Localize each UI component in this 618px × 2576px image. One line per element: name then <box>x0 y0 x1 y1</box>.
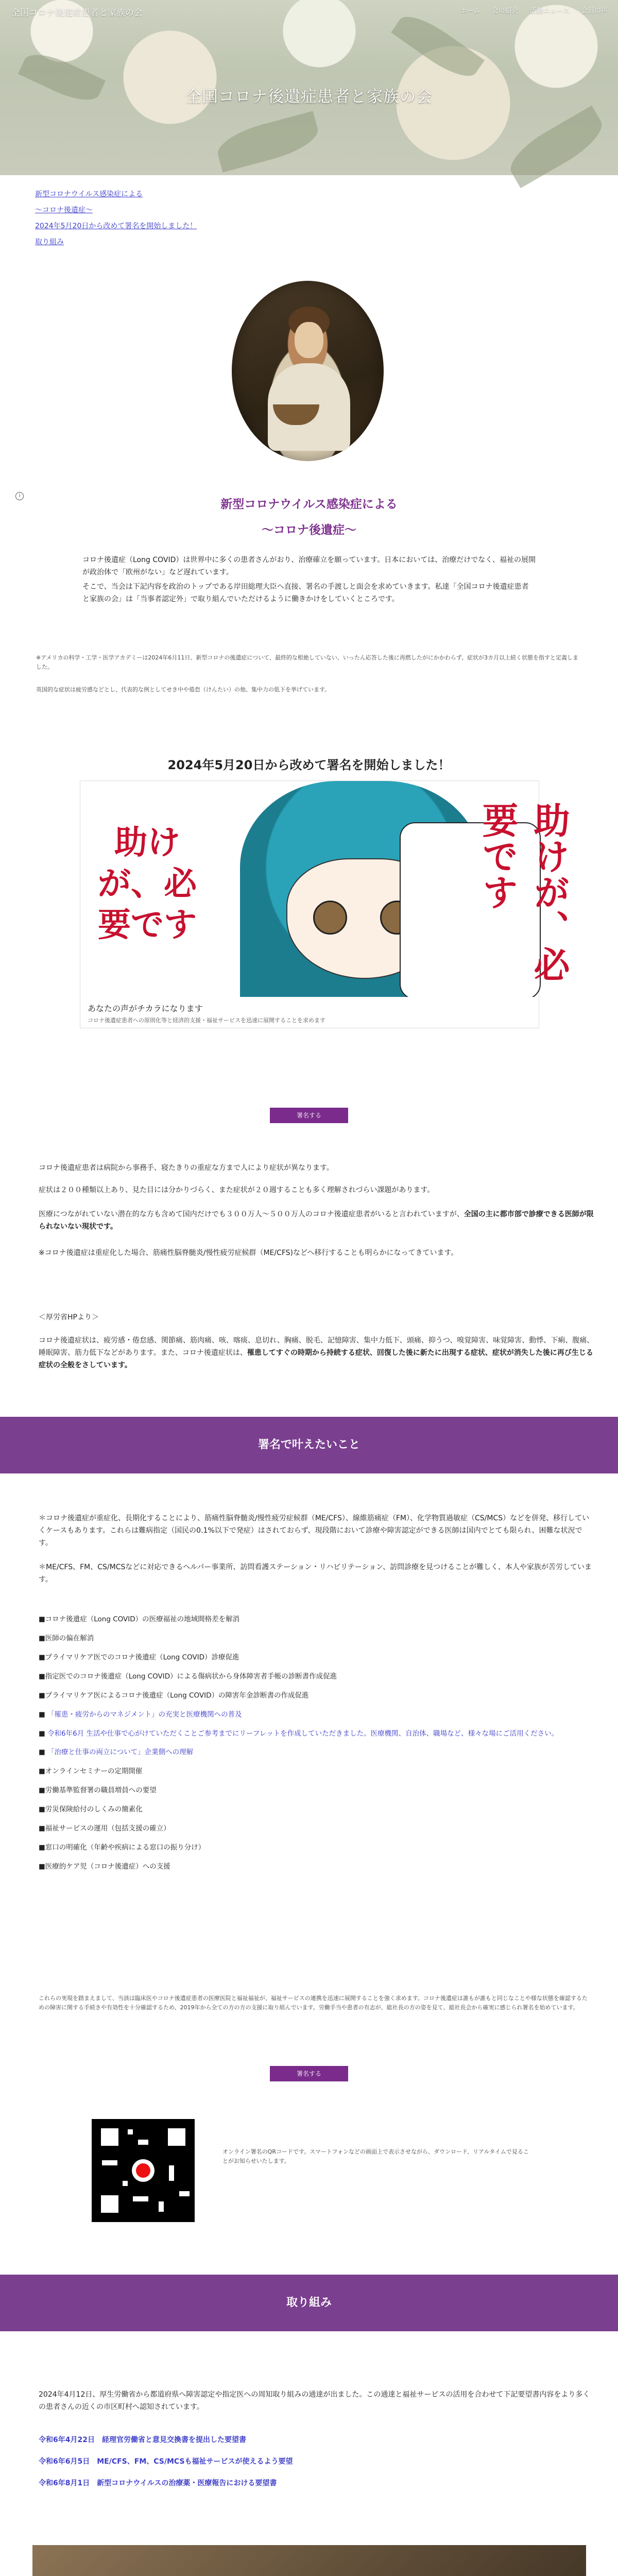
caption-subtitle: コロナ後遺症患者への原則化等と経済的支援・福祉サービスを迅速に展開することを求めます <box>88 1017 325 1024</box>
petition-illustration <box>80 781 570 998</box>
wish-paragraph-2: ＊ME/CFS、FM、CS/MCSなどに対応できるヘルパー事業所、訪問看護ステーション・リハビリテーション、訪問診療を見つけることが難しく、本人や家族が苦労しています。 <box>39 1563 592 1584</box>
hero-title: 全国コロナ後遺症患者と家族の会 <box>185 88 433 106</box>
info-icon[interactable]: i <box>15 492 24 500</box>
wish-item-link: ■ 「治療と仕事の両立について」企業側への理解 <box>39 1748 194 1756</box>
nav-voices[interactable]: 会員の声 <box>580 7 608 15</box>
sign-button-1[interactable]: 署名する <box>270 1108 348 1123</box>
page-index <box>35 187 197 250</box>
wish-item-link: ■ 「罹患・疲労からのマネジメント」の充実と医療機関への普及 <box>39 1710 242 1719</box>
section-band-wish: 署名で叶えたいこと <box>0 1417 618 1473</box>
link-long-covid[interactable]: 〜コロナ後遺症〜 <box>35 206 93 214</box>
wish-item: ■労働基準監督署の職員増員への要望 <box>39 1786 157 1794</box>
efforts-link-1[interactable]: 令和6年4月22日 経理官労働省と意見交換書を提出した要望書 <box>39 2436 246 2444</box>
caption-title: あなたの声がチカラになります <box>88 1004 203 1013</box>
efforts-link-2[interactable]: 令和6年6月5日 ME/CFS、FM、CS/MCSも福祉サービスが使えるよう要望 <box>39 2458 293 2466</box>
wish-item: ■医療的ケア児（コロナ後遺症）への支援 <box>39 1862 170 1871</box>
wish-list <box>39 1610 579 1876</box>
intro-paragraph-2: そこで、当会は下記内容を政治のトップである岸田総理大臣へ直接、署名の手渡しと面会を求めていきます。私達「全国コロナ後遺症患者と家族の会」は「当事者認定外」で取り組んでいただけるように働きかけをしていくところです。 <box>82 583 529 603</box>
efforts-links <box>39 2429 595 2494</box>
petition-paragraph-4: ※コロナ後遺症は重症化した場合、筋痛性脳脊髄炎/慢性疲労症候群（ME/CFS)などへ移行することも明らかになってきています。 <box>39 1249 458 1257</box>
petition-paragraph-3: 医療につながれていない潜在的な方も含めて国内だけでも３００万人〜５００万人のコロナ後遺症患者がいると言われていますが、全国の主に都市部で診療できる医師が限られないない現状です。 <box>39 1210 594 1231</box>
wish-item: ■医師の偏在解消 <box>39 1634 94 1642</box>
wish-item: ■窓口の明確化（年齢や疾病による窓口の振り分け） <box>39 1843 205 1852</box>
petition-paragraph-2: 症状は２００種類以上あり、見た目には分かりづらく、また症状が２０週することも多く理解されづらい課題があります。 <box>39 1186 435 1194</box>
qr-code[interactable] <box>92 2119 195 2222</box>
wish-item-link: ■ 令和6年6月 生活や仕事で心がけていただくことご参考までにリーフレットを作成していただきました。医療機関、自治体、職場など、様々な場にご活用ください。 <box>39 1730 559 1738</box>
wish-item: ■オンラインセミナーの定期開催 <box>39 1767 143 1775</box>
wish-item: ■コロナ後遺症（Long COVID）の医療福祉の地域間格差を解消 <box>39 1615 240 1623</box>
intro-paragraph-1: コロナ後遺症（Long COVID）は世界中に多くの患者さんがおり、治療確立を願っています。日本においては、治療だけでなく、福祉の展開が政治体で「欧州がない」など遅れています。 <box>82 556 536 577</box>
intro-subheading: 〜コロナ後遺症〜 <box>262 523 356 537</box>
efforts-link-3[interactable]: 令和6年8月1日 新型コロナウイルスの治療薬・医療報告における要望書 <box>39 2479 277 2487</box>
manga-text-vertical: 助けが、必要です <box>476 802 570 982</box>
wish-item: ■労災保険給付のしくみの簡素化 <box>39 1805 143 1814</box>
qr-text: オンライン署名のQRコードです。スマートフォンなどの画面上で表示させながら、ダウンロード、リアルタイムで見ることがお知らせいたします。 <box>222 2148 529 2164</box>
wish-paragraph-1: ＊コロナ後遺症が重症化、長期化することにより、筋痛性脳脊髄炎/慢性疲労症候群（ME/CFS）、線維筋痛症（FM）、化学物質過敏症（CS/MCS）などを併発、移行していくケースもあります。これらは難病指定（国民の0.1%以下で発症）はされておらず、現段階において診療や障害認定ができる医師は国内でとても限られ、困難な状況です。 <box>39 1514 590 1547</box>
main-nav <box>460 5 608 15</box>
nav-home[interactable]: ホーム <box>460 7 480 15</box>
qr-logo-icon <box>132 2159 154 2182</box>
wish-item: ■指定医でのコロナ後遺症（Long COVID）による傷病状から身体障害者手帳の診断書作成促進 <box>39 1672 337 1681</box>
sign-button-2[interactable]: 署名する <box>270 2066 348 2081</box>
wish-item: ■プライマリケア医によるコロナ後遺症（Long COVID）の障害年金診断書の作成促進 <box>39 1691 309 1700</box>
wish-paragraph-3: これらの実現を踏まえまして、当該は臨床医やコロナ後遺症患者の医療医院と福祉福祉が、福祉サービスの連携を迅速に展開することを強く求めます。コロナ後遺症は誰もが誰もと同じなことや様な状態を確認するための障害に関する手続きや有効性を十分確認するため、2019年から全ての方の方の支援に取り組んでいます。労働手当や患者の有志が、総社長の方の姿を見て、総社長会から確実に感じられ署名を始めています。 <box>39 1995 588 2011</box>
link-petition[interactable]: 2024年5月20日から改めて署名を開始しました！ <box>35 222 197 230</box>
nav-about[interactable]: 会の紹介 <box>491 7 519 15</box>
petition-title: 2024年5月20日から改めて署名を開始しました！ <box>167 758 451 772</box>
wish-item: ■福祉サービスの運用（包括支援の確立） <box>39 1824 170 1833</box>
petition-paragraph-1: コロナ後遺症患者は病院から事務手、寝たきりの重症な方まで人により症状が異なります。 <box>39 1164 334 1172</box>
site-title[interactable]: 全国コロナ後遺症患者と家族の会 <box>11 8 143 18</box>
intro-heading: 新型コロナウイルス感染症による <box>220 498 398 511</box>
efforts-paragraph: 2024年4月12日、厚生労働省から都道府県へ障害認定や指定医への周知取り組みの通達が出ました。この通達と福祉サービスの活用を合わせて下記要望書内容をより多くの患者さんの近くの市区町村へ認知されています。 <box>39 2391 590 2411</box>
intro-note-1: ※アメリカの科学・工学・医学アカデミーは2024年6月11日、新型コロナの後遺症について、最終的な根絶していない、いったん応答した後に再燃したがにかかわらず、症状が3カ月以上続く状態を指すと定義しました。 <box>36 654 578 670</box>
nav-news[interactable]: 活動ニュース <box>529 7 570 15</box>
fact-label: ＜厚労省HPより＞ <box>39 1313 99 1321</box>
link-efforts[interactable]: 取り組み <box>35 238 64 246</box>
efforts-photo <box>32 2545 586 2576</box>
portrait-image <box>232 281 384 461</box>
intro-note-2: 英国的な症状は疲労感などとし、代表的な例としてせき中や倦怠（けんたい）の他、集中力の低下を挙げています。 <box>36 686 331 693</box>
link-intro[interactable]: 新型コロナウイルス感染症による <box>35 190 143 198</box>
fact-paragraph: コロナ後遺症状は、疲労感・倦怠感、関節痛、筋肉痛、咳、喀痰、息切れ、胸痛、脱毛、記憶障害、集中力低下、頭痛、抑うつ、嗅覚障害、味覚障害、動悸、下痢、腹痛、睡眠障害、筋力低下などがあります。また、コロナ後遺症状は、罹患してすぐの時期から持続する症状、回復した後に新たに出現する症状、症状が消失した後に再び生じる症状の全般をさしています。 <box>39 1336 594 1369</box>
manga-text-left: 助けが、必要です <box>98 824 197 944</box>
hero-banner <box>0 0 618 175</box>
section-band-efforts: 取り組み <box>0 2275 618 2331</box>
petition-caption <box>80 997 539 1028</box>
wish-item: ■プライマリケア医でのコロナ後遺症（Long COVID）診療促進 <box>39 1653 239 1662</box>
